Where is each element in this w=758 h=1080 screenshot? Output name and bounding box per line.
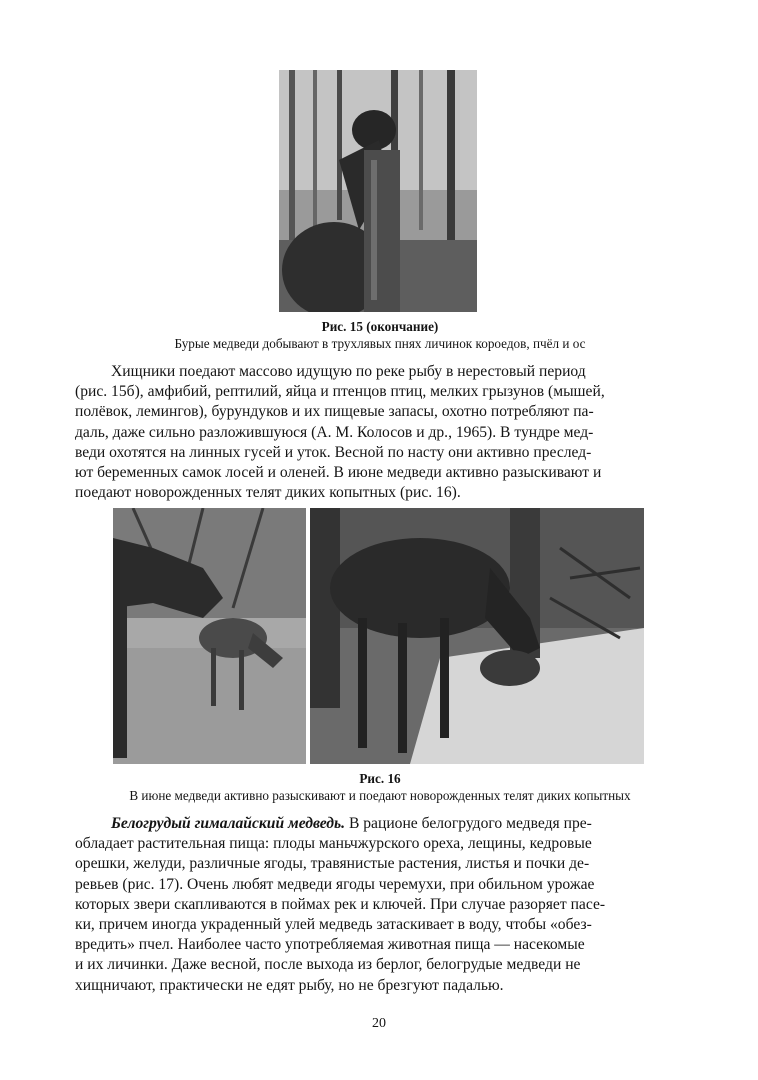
text-line: даль, даже сильно разложившуюся (А. М. Колосов и др., 1965). В тундре мед- (75, 423, 594, 441)
text-line: которых звери скапливаются в поймах рек и ключей. При случае разоряет пасе- (75, 895, 606, 913)
photo-bear-at-stump (279, 70, 477, 312)
text-line: Хищники поедают массово идущую по реке рыбу в нерестовый период (111, 363, 586, 380)
figure-16-label: Рис. 16 (359, 771, 401, 786)
text-line: и их личинки. Даже весной, после выхода из берлог, белогрудые медведи не (75, 956, 581, 974)
text-line: ют беременных самок лосей и оленей. В июне медведи активно разыскивают и (75, 464, 602, 482)
text-line: ревьев (рис. 17). Очень любят медведи ягоды черемухи, при обильном урожае (75, 875, 595, 893)
figure-15-caption-block (60, 318, 700, 352)
text-line: Белогрудый гималайский медведь. В рационе белогрудого медведя пре- (111, 815, 592, 832)
figure-16-caption: В июне медведи активно разыскивают и поедают новорожденных телят диких копытных (129, 788, 631, 803)
text-line: хищничают, практически не едят рыбу, но не брезгуют падалью. (75, 976, 504, 994)
text-line: (рис. 15б), амфибий, рептилий, яйца и птенцов птиц, мелких грызунов (мышей, (75, 383, 605, 401)
photo-moose-with-calf-right (310, 508, 644, 764)
body-paragraph-2 (75, 814, 684, 996)
figure-16-caption-block (60, 770, 700, 804)
figure-15-caption: Бурые медведи добывают в трухлявых пнях личинок короедов, пчёл и ос (174, 336, 586, 351)
figure-15-label: Рис. 15 (окончание) (321, 319, 439, 334)
text-line: орешки, желуди, различные ягоды, травянистые растения, листья и почки де- (75, 855, 590, 873)
text-line: веди охотятся на линных гусей и уток. Весной по насту они активно преслед- (75, 443, 592, 461)
text-line: обладает растительная пища: плоды маньчжурского ореха, лещины, кедровые (75, 835, 592, 853)
text-line: вредить» пчел. Наиболее часто употребляемая животная пища — насекомые (75, 936, 585, 954)
page-number: 20 (372, 1016, 386, 1031)
section-heading: Белогрудый гималайский медведь. (111, 815, 346, 832)
body-paragraph-1 (75, 362, 684, 503)
text-line: ки, причем иногда украденный улей медведь затаскивает в воду, чтобы «обез- (75, 916, 592, 934)
photo-moose-with-calf-left (113, 508, 306, 764)
text-line: поедают новорожденных телят диких копытных (рис. 16). (75, 484, 461, 502)
text-line: полёвок, лемингов), бурундуков и их пищевые запасы, охотно потребляют па- (75, 403, 594, 421)
